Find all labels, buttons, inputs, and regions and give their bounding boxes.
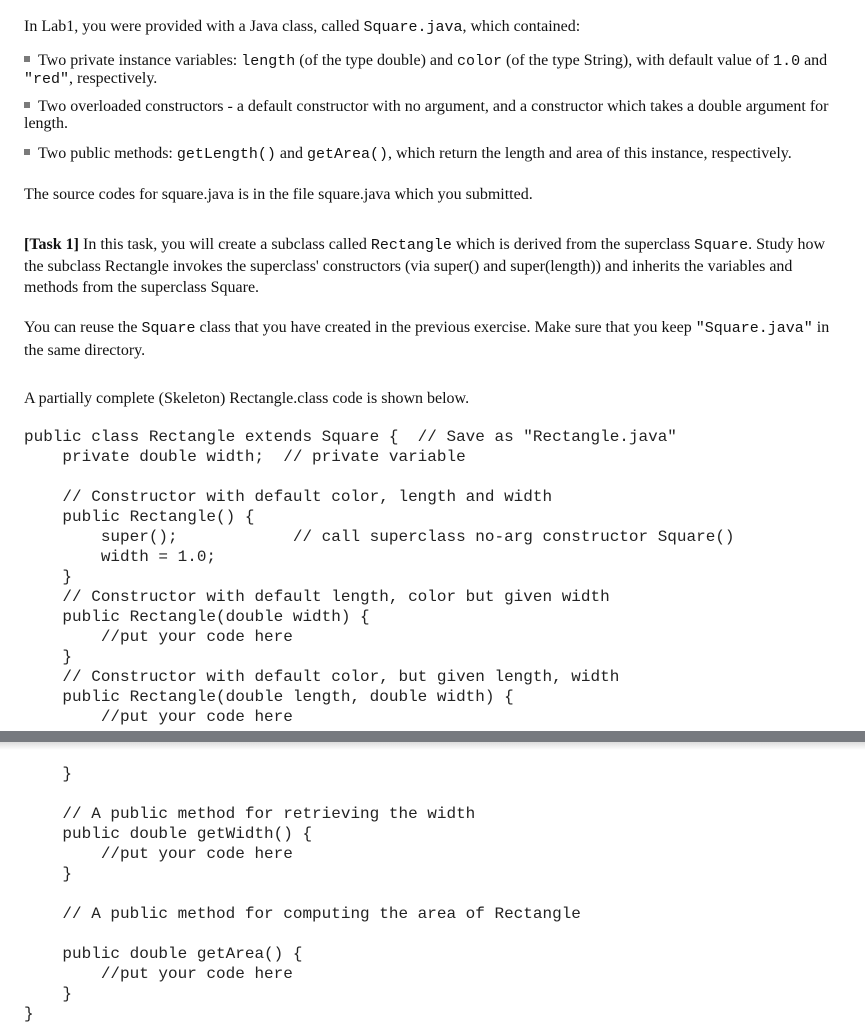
source-note: The source codes for square.java is in the file square.java which you submitted. [24, 186, 533, 203]
reuse-paragraph [24, 317, 844, 362]
code-default-length: 1.0 [773, 53, 801, 70]
bullet-text: (of the type double) and [295, 52, 457, 69]
reuse-text: in the same directory. [24, 319, 830, 359]
intro-line [24, 17, 844, 37]
bullet-icon [24, 56, 30, 62]
bullet-text: , respectively. [69, 70, 158, 87]
intro-text-end: , which contained: [462, 18, 581, 35]
bullet-constructors [24, 98, 844, 132]
bullet-text: and [275, 145, 308, 162]
code-getarea: getArea() [307, 146, 389, 163]
bullet-text: , which return the length and area of this instance, respectively. [388, 145, 792, 162]
skeleton-note: A partially complete (Skeleton) Rectangle.class code is shown below. [24, 390, 470, 407]
intro-filename: Square.java [363, 19, 463, 36]
code-square: Square [141, 320, 196, 337]
bullet-icon [24, 102, 30, 108]
bullet-methods [24, 145, 844, 163]
code-block-top: public class Rectangle extends Square { // Save as "Rectangle.java" private double width; // private variable // Constructor with default color, length and width public Rectangle() { super(); // call superclass no-arg constructor Square() width = 1.0; } // Constructor with default length, color but given width public Rectangle(double width) { //put your code here } // Constructor with default color, but given length, width public Rectangle(double length, double width) { //put your code here [24, 428, 735, 726]
bullet-text: and [800, 52, 828, 69]
task-text: which is derived from the superclass [451, 236, 695, 253]
task-paragraph [24, 234, 844, 298]
code-getlength: getLength() [176, 146, 276, 163]
code-length: length [241, 53, 296, 70]
code-color: color [457, 53, 503, 70]
code-square-java: "Square.java" [695, 320, 813, 337]
reuse-text: class that you have created in the previous exercise. Make sure that you keep [195, 319, 696, 336]
task-text: . Study how the subclass Rectangle invokes the superclass' constructors (via super() and super(length)) and inherits the variables and methods from the superclass Square. [24, 236, 825, 296]
reuse-text: You can reuse the [24, 319, 142, 336]
bullet-text: Two public methods: [38, 145, 177, 162]
code-default-color: "red" [24, 71, 70, 88]
code-block-bottom: } // A public method for retrieving the width public double getWidth() { //put your code here } // A public method for computing the area of Rectangle public double getArea() { //put your code here } } [24, 765, 581, 1023]
code-square: Square [694, 237, 749, 254]
bullet-variables [24, 52, 844, 88]
intro-text: In Lab1, you were provided with a Java class, called [24, 18, 364, 35]
task-text: In this task, you will create a subclass called [78, 236, 371, 253]
bullet-text: Two overloaded constructors - a default constructor with no argument, and a constructor which takes a double argument for length. [24, 98, 829, 132]
code-rectangle: Rectangle [370, 237, 452, 254]
bullet-text: Two private instance variables: [38, 52, 242, 69]
page-divider-shadow [0, 742, 865, 750]
bullet-text: (of the type String), with default value of [502, 52, 774, 69]
page-divider [0, 731, 865, 742]
task-label: [Task 1] [24, 236, 79, 253]
bullet-icon [24, 149, 30, 155]
